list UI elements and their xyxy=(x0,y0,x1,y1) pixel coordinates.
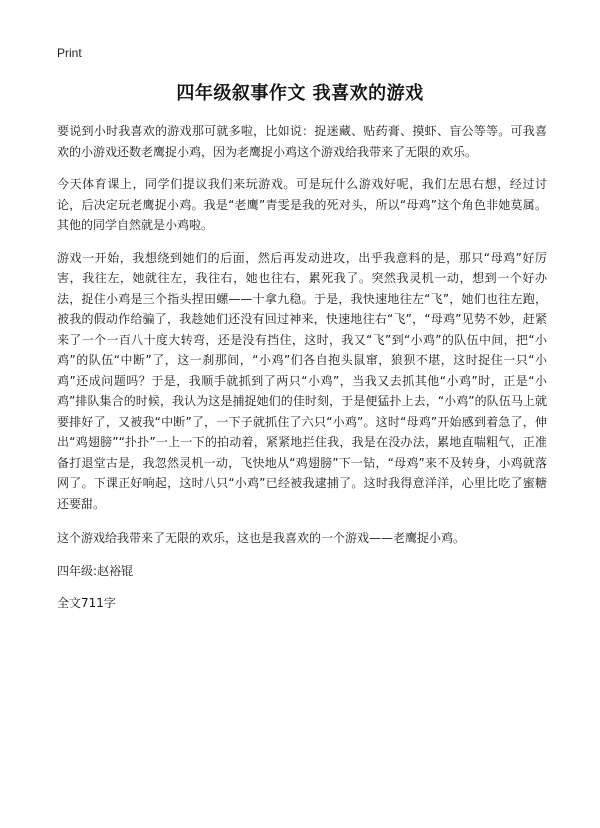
article-paragraph: 今天体育课上，同学们提议我们来玩游戏。可是玩什么游戏好呢，我们左思右想，经过讨论，后决定玩老鹰捉小鸡。我是“老鹰”青雯是我的死对头，所以“母鸡”这个角色非她莫属。其他的同学自然就是小鸡啦。 xyxy=(57,177,547,232)
author-line: 四年级:赵裕锟 xyxy=(57,563,134,578)
article-paragraph: 游戏一开始，我想绕到她们的后面，然后再发动进攻，出乎我意料的是，那只“母鸡”好厉害，我往左，她就往左，我往右，她也往右，累死我了。突然我灵机一动，想到一个好办法，捉住小鸡是三个指头捏田螺——十拿九稳。于是，我快速地往左“飞”，她们也往左跑，被我的假动作给骗了，我趁她们还没有回过神来，快速地往右“飞”，“母鸡”见势不妙，赶紧来了一个一百八十度大转弯，还是没有挡住，这时，我又“飞”到“小鸡”的队伍中间，把“小鸡”的队伍“中断”了，这一刹那间，“小鸡”们各自抱头鼠窜，狼狈不堪，这时捉住一只“小鸡”还成问题吗？于是，我顺手就抓到了两只“小鸡”，当我又去抓其他“小鸡”时，正是“小鸡”排队集合的时候，我认为这是捕捉她们的佳时刻，于是便猛扑上去，“小鸡”的队伍马上就要排好了，又被我“中断”了，一下子就抓住了六只“小鸡”。这时“母鸡”开始感到着急了，伸出“鸡翅膀”“扑扑”一上一下的拍动着，紧紧地拦住我，我是在没办法，累地直喘粗气，正准备打退堂古是，我忽然灵机一动，飞快地从“鸡翅膀”下一钻，“母鸡”来不及转身，小鸡就落网了。下课正好响起，这时八只“小鸡”已经被我逮捕了。这时我得意洋洋，心里比吃了蜜糖还要甜。 xyxy=(57,250,547,511)
word-count: 全文711字 xyxy=(57,595,116,610)
article-title: 四年级叙事作文 我喜欢的游戏 xyxy=(176,83,424,104)
article-body xyxy=(57,121,547,625)
article-paragraph: 这个游戏给我带来了无限的欢乐，这也是我喜欢的一个游戏——老鹰捉小鸡。 xyxy=(57,531,466,545)
print-link[interactable]: Print xyxy=(57,46,82,60)
article-paragraph: 要说到小时我喜欢的游戏那可就多啦，比如说：捉迷藏、贴药膏、摸虾、盲公等等。可我喜欢的小游戏还数老鹰捉小鸡，因为老鹰捉小鸡这个游戏给我带来了无限的欢乐。 xyxy=(57,124,547,159)
